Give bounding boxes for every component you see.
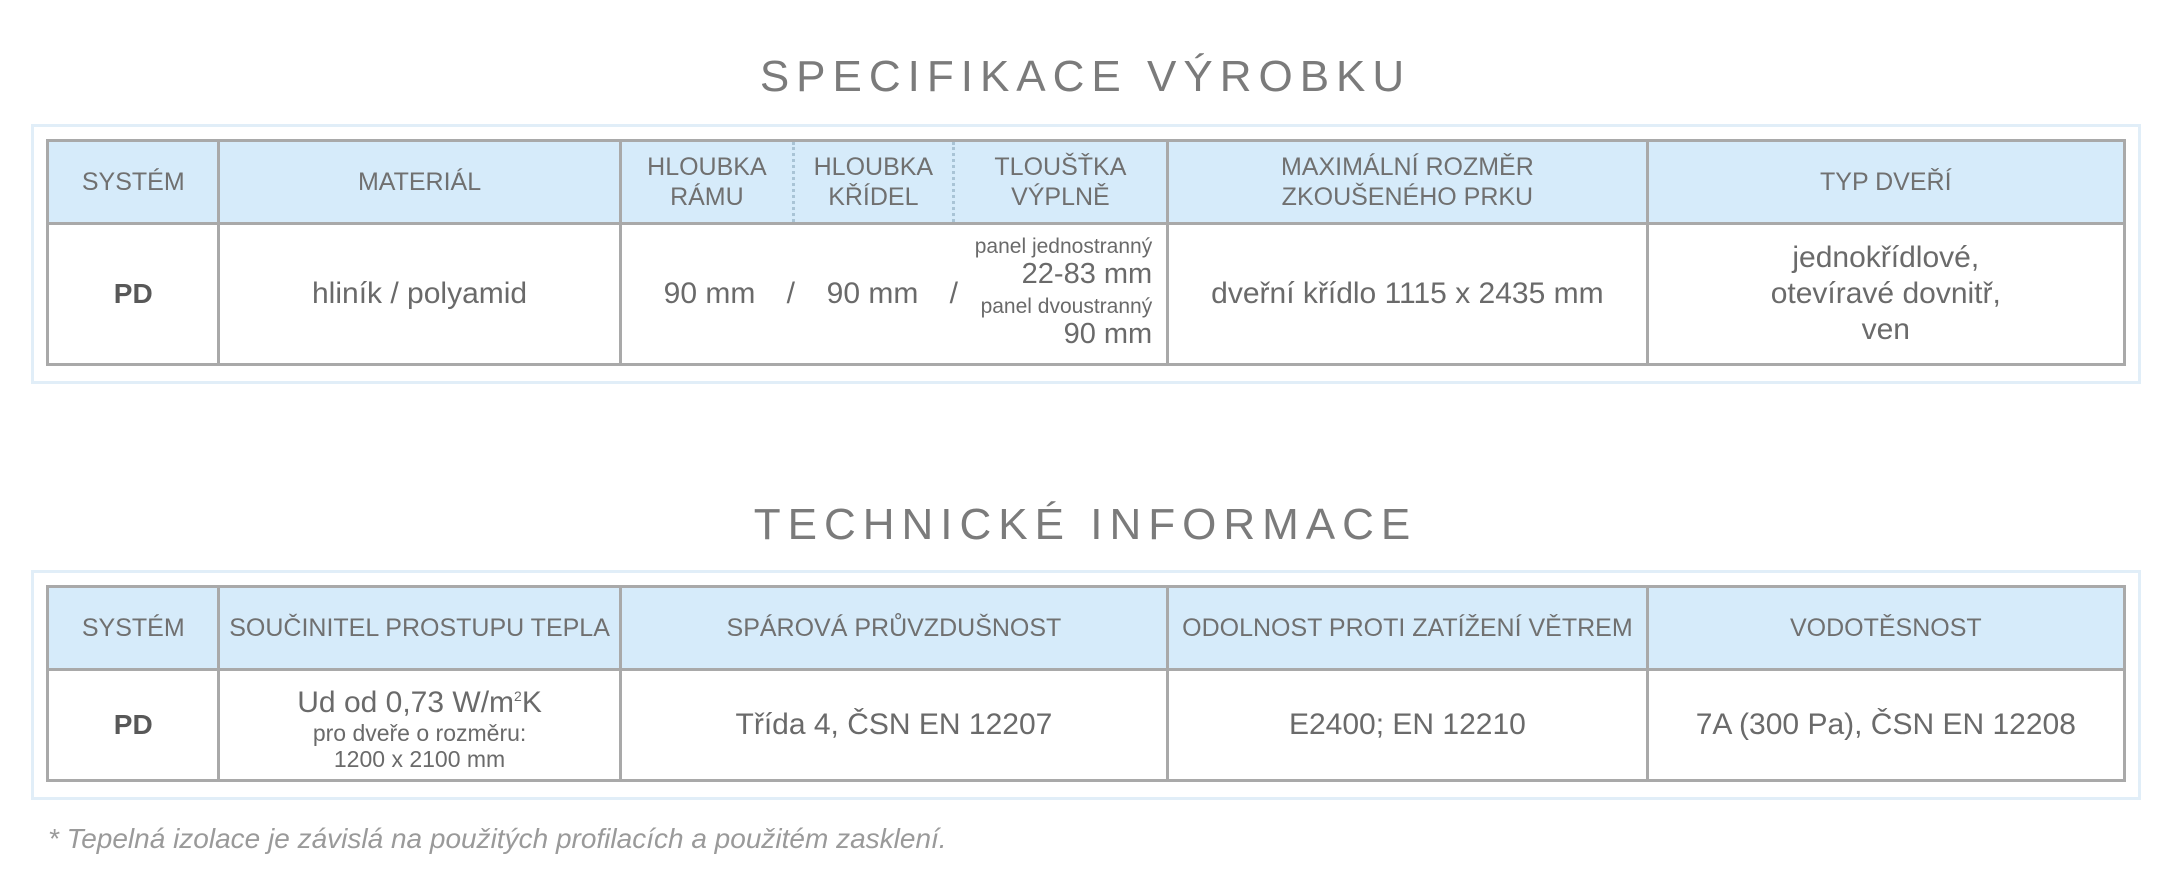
infill-line2: VÝPLNĚ (1011, 183, 1110, 211)
tech-wind-value: E2400; EN 12210 (1168, 670, 1647, 781)
footnote: * Tepelná izolace je závislá na použitých profilacích a použitém zasklení. (48, 823, 947, 854)
heat-value-sup: 2 (514, 687, 522, 704)
tech-water-value: 7A (300 Pa), ČSN EN 12208 (1647, 670, 2124, 781)
spec-door-type-value (1647, 224, 2124, 365)
spec-header-material: MATERIÁL (219, 141, 620, 224)
tech-section-title: TECHNICKÉ INFORMACE (753, 500, 1418, 549)
tech-table (46, 585, 2126, 782)
tech-air-value: Třída 4, ČSN EN 12207 (620, 670, 1168, 781)
heat-value-suffix: K (521, 685, 542, 719)
tech-system-value: PD (48, 670, 219, 781)
sash-depth-value: 90 mm (826, 277, 919, 310)
spec-header-door-type: TYP DVEŘÍ (1647, 141, 2124, 224)
heat-note-2: 1200 x 2100 mm (333, 745, 506, 772)
tech-header-heat: SOUČINITEL PROSTUPU TEPLA (219, 587, 620, 670)
spec-table (46, 139, 2126, 366)
panel-single-value: 22-83 mm (1021, 258, 1153, 290)
door-type-line3: ven (1861, 313, 1910, 346)
tech-header-air: SPÁROVÁ PRŮVZDUŠNOST (620, 587, 1168, 670)
spec-header-sash-depth (794, 141, 953, 224)
sash-depth-line1: HLOUBKA (813, 153, 934, 181)
tech-heat-cell (219, 670, 620, 781)
heat-value-prefix: Ud od 0,73 W/m (297, 685, 515, 719)
spec-material-value: hliník / polyamid (219, 224, 620, 365)
spec-header-max-size (1168, 141, 1647, 224)
spec-header-row (48, 141, 2125, 224)
tech-data-row (48, 670, 2125, 781)
door-type-line2: otevíravé dovnitř, (1770, 277, 2001, 310)
tech-header-wind: ODOLNOST PROTI ZATÍŽENÍ VĚTREM (1168, 587, 1647, 670)
separator-1: / (786, 277, 795, 310)
spec-header-frame-depth (620, 141, 794, 224)
panel-double-label: panel dvoustranný (980, 295, 1153, 318)
frame-depth-line1: HLOUBKA (647, 153, 767, 181)
spec-header-system: SYSTÉM (48, 141, 219, 224)
heat-value (220, 679, 618, 720)
spec-data-row (48, 224, 2125, 365)
panel-single-label: panel jednostranný (974, 235, 1153, 258)
spec-max-size-value: dveřní křídlo 1115 x 2435 mm (1168, 224, 1647, 365)
heat-note-1: pro dveře o rozměru: (312, 719, 527, 746)
tech-header-water: VODOTĚSNOST (1647, 587, 2124, 670)
max-size-line1: MAXIMÁLNÍ ROZMĚR (1280, 153, 1534, 181)
spec-system-value: PD (48, 224, 219, 365)
separator-2: / (949, 277, 958, 310)
tech-header-system: SYSTÉM (48, 587, 219, 670)
panel-single (975, 235, 1152, 290)
max-size-line2: ZKOUŠENÉHO PRKU (1281, 183, 1534, 211)
spec-section-title: SPECIFIKACE VÝROBKU (759, 52, 1412, 101)
infill-line1: TLOUŠŤKA (994, 153, 1127, 181)
frame-depth-value: 90 mm (663, 277, 756, 310)
spec-header-infill-thickness (953, 141, 1168, 224)
frame-depth-line2: RÁMU (670, 183, 744, 211)
spec-depths-cell (620, 224, 1168, 365)
sash-depth-line2: KŘÍDEL (828, 183, 919, 211)
door-type-line1: jednokřídlové, (1792, 241, 1980, 274)
panel-double-value: 90 mm (1063, 318, 1153, 350)
panel-double (981, 295, 1153, 350)
tech-header-row (48, 587, 2125, 670)
